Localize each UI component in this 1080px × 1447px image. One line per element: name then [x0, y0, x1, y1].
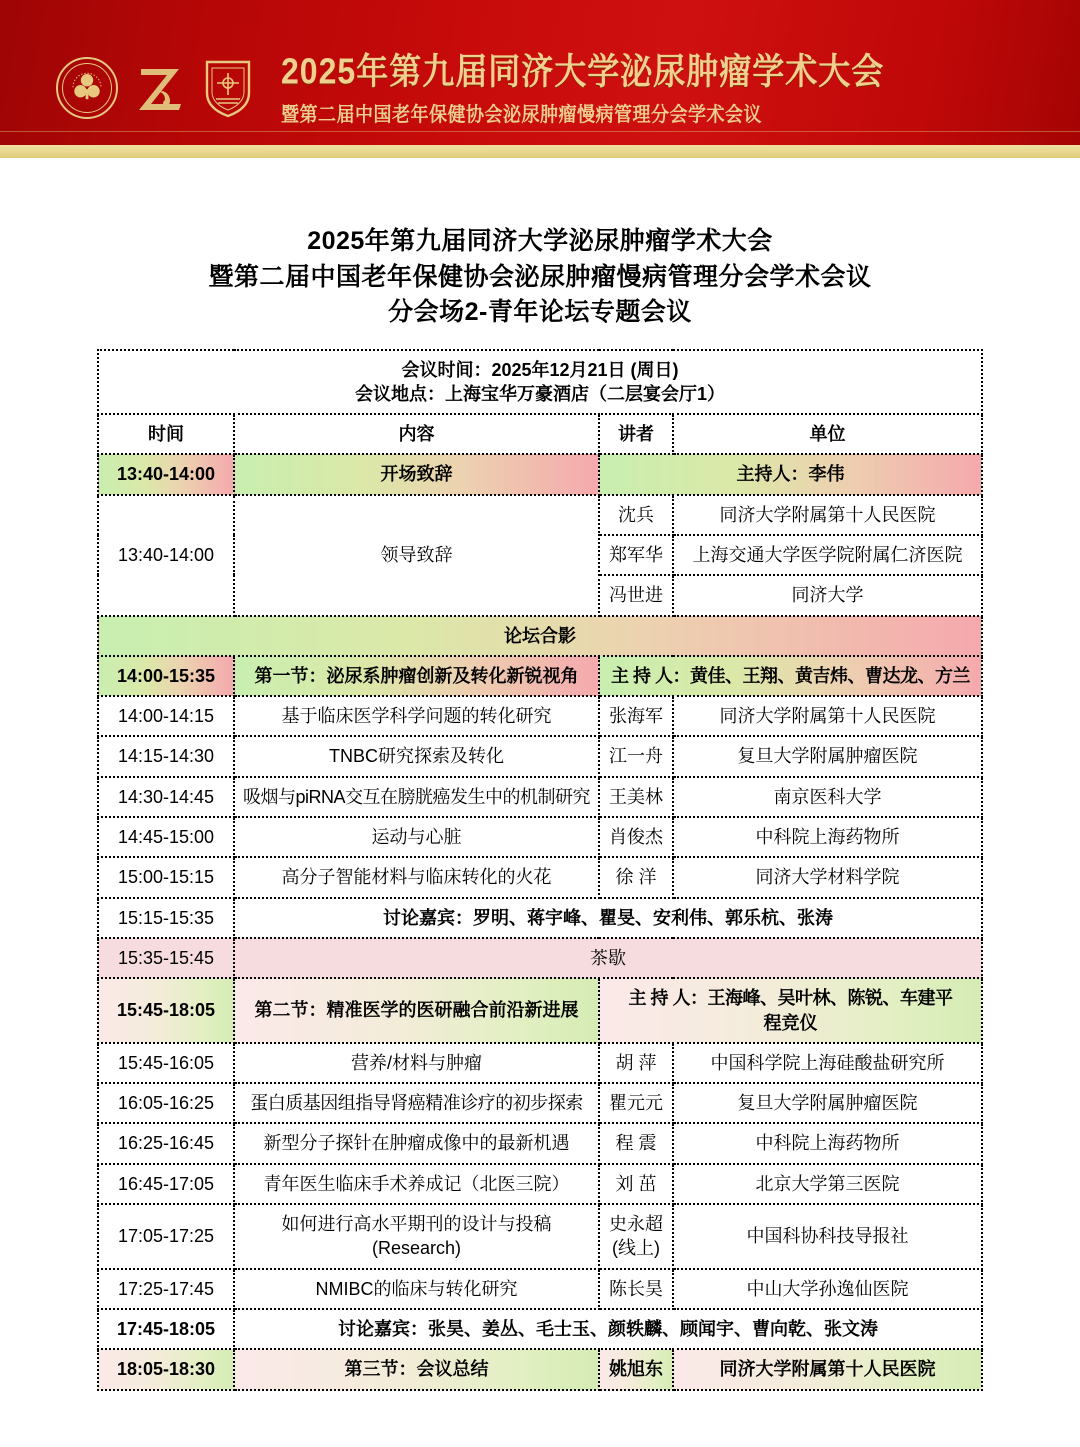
- agenda-table: [97, 349, 983, 1391]
- cell-time: 17:45-18:05: [98, 1309, 234, 1349]
- cell-org: 中科院上海药物所: [673, 1123, 982, 1163]
- cell-topic: 高分子智能材料与临床转化的火花: [234, 857, 599, 897]
- meeting-place: 会议地点：上海宝华万豪酒店（二层宴会厅1）: [354, 383, 725, 404]
- banner-text-block: [281, 52, 884, 125]
- cell-speaker: 郑军华: [599, 535, 673, 575]
- table-row-session-header: [98, 978, 982, 1043]
- circular-seal-logo: [56, 57, 118, 119]
- table-row-session-header: [98, 1349, 982, 1389]
- cell-time: 16:45-17:05: [98, 1164, 234, 1204]
- cell-speaker: 肖俊杰: [599, 817, 673, 857]
- banner-content: [56, 52, 884, 125]
- cell-org: 同济大学: [673, 575, 982, 615]
- cell-org: 中山大学孙逸仙医院: [673, 1269, 982, 1309]
- cell-time: 17:05-17:25: [98, 1204, 234, 1269]
- banner-divider: [0, 131, 1080, 132]
- cell-time: 16:05-16:25: [98, 1083, 234, 1123]
- cell-speaker: 沈兵: [599, 495, 673, 535]
- cell-org: 复旦大学附属肿瘤医院: [673, 736, 982, 776]
- cell-session-host: [599, 978, 982, 1043]
- table-row: [98, 857, 982, 897]
- table-row-discussion: [98, 898, 982, 938]
- cell-speaker-line1: 史永超: [608, 1214, 663, 1235]
- cell-speaker: 陈长昊: [599, 1269, 673, 1309]
- cell-speaker: 冯世进: [599, 575, 673, 615]
- cell-topic: 运动与心脏: [234, 817, 599, 857]
- table-row: [98, 777, 982, 817]
- cell-topic: 新型分子探针在肿瘤成像中的最新机遇: [234, 1123, 599, 1163]
- cell-time: 16:25-16:45: [98, 1123, 234, 1163]
- document-sheet: [0, 224, 1080, 1391]
- table-row-photo: [98, 616, 982, 656]
- cell-time: 15:45-16:05: [98, 1043, 234, 1083]
- cell-time: 14:30-14:45: [98, 777, 234, 817]
- cell-speaker: 王美林: [599, 777, 673, 817]
- table-row: [98, 1269, 982, 1309]
- cell-session-title: 第三节：会议总结: [234, 1349, 599, 1389]
- cell-org: 中国科学院上海硅酸盐研究所: [673, 1043, 982, 1083]
- meeting-meta-cell: [98, 350, 982, 415]
- table-row: [98, 454, 982, 494]
- cell-group-photo: 论坛合影: [98, 616, 982, 656]
- table-row: [98, 696, 982, 736]
- conference-banner: [0, 0, 1080, 145]
- seal-clover-glyph: [67, 67, 107, 107]
- cell-time: 18:05-18:30: [98, 1349, 234, 1389]
- table-header-row: [98, 414, 982, 454]
- cell-time: 14:45-15:00: [98, 817, 234, 857]
- cell-speaker: 胡 萍: [599, 1043, 673, 1083]
- cell-org: 同济大学附属第十人民医院: [673, 1349, 982, 1389]
- table-row-meta: [98, 350, 982, 415]
- banner-subtitle: 暨第二届中国老年保健协会泌尿肿瘤慢病管理分会学术会议: [281, 102, 762, 125]
- table-row: [98, 1123, 982, 1163]
- cell-topic: 营养/材料与肿瘤: [234, 1043, 599, 1083]
- cell-time: 15:15-15:35: [98, 898, 234, 938]
- cell-speaker-line2: (线上): [611, 1238, 660, 1259]
- cell-speaker: [599, 1204, 673, 1269]
- cell-speaker: 张海军: [599, 696, 673, 736]
- table-row: [98, 817, 982, 857]
- cell-speaker: 徐 洋: [599, 857, 673, 897]
- gold-band-divider: [0, 145, 1080, 158]
- cell-speaker: 瞿元元: [599, 1083, 673, 1123]
- cell-time: 13:40-14:00: [98, 454, 234, 494]
- shield-crest-glyph: [202, 57, 254, 119]
- cell-time: 15:35-15:45: [98, 938, 234, 978]
- page-title-line1: 2025年第九届同济大学泌尿肿瘤学术大会: [307, 227, 773, 255]
- cell-org: 同济大学材料学院: [673, 857, 982, 897]
- cell-org: 中科院上海药物所: [673, 817, 982, 857]
- table-row: [98, 736, 982, 776]
- cell-time: 14:15-14:30: [98, 736, 234, 776]
- shield-crest-logo: [202, 57, 254, 119]
- cell-topic: 开场致辞: [234, 454, 599, 494]
- table-row: [98, 1164, 982, 1204]
- column-header-topic: 内容: [234, 414, 599, 454]
- cell-time: 15:45-18:05: [98, 978, 234, 1043]
- cell-topic-line2: (Research): [371, 1238, 461, 1259]
- cell-org: 复旦大学附属肿瘤医院: [673, 1083, 982, 1123]
- cell-org: 南京医科大学: [673, 777, 982, 817]
- cell-time: 14:00-15:35: [98, 656, 234, 696]
- cell-topic: NMIBC的临床与转化研究: [234, 1269, 599, 1309]
- table-row: [98, 1083, 982, 1123]
- z-monogram-glyph: [129, 57, 191, 119]
- cell-speaker: 姚旭东: [599, 1349, 673, 1389]
- page-title-line3: 分会场2-青年论坛专题会议: [388, 298, 692, 326]
- table-row: [98, 495, 982, 535]
- column-header-time: 时间: [98, 414, 234, 454]
- cell-time: 13:40-14:00: [98, 495, 234, 616]
- cell-topic: 基于临床医学科学问题的转化研究: [234, 696, 599, 736]
- column-header-org: 单位: [673, 414, 982, 454]
- cell-speaker: 程 震: [599, 1123, 673, 1163]
- cell-speaker: 江一舟: [599, 736, 673, 776]
- cell-session-title: 第二节：精准医学的医研融合前沿新进展: [234, 978, 599, 1043]
- column-header-speaker: 讲者: [599, 414, 673, 454]
- cell-org: 中国科协科技导报社: [673, 1204, 982, 1269]
- cell-session-title: 第一节：泌尿系肿瘤创新及转化新锐视角: [234, 656, 599, 696]
- cell-org: 同济大学附属第十人民医院: [673, 696, 982, 736]
- table-row: [98, 1043, 982, 1083]
- page-title-line2: 暨第二届中国老年保健协会泌尿肿瘤慢病管理分会学术会议: [208, 262, 872, 291]
- table-row-session-header: [98, 656, 982, 696]
- cell-discussion-panel: 讨论嘉宾：张昊、姜丛、毛士玉、颜轶麟、顾闻宇、曹向乾、张文涛: [234, 1309, 982, 1349]
- cell-session-host: 主 持 人：黄佳、王翔、黄吉炜、曹达龙、方兰: [599, 656, 982, 696]
- cell-time: 14:00-14:15: [98, 696, 234, 736]
- cell-topic: 蛋白质基因组指导肾癌精准诊疗的初步探索: [234, 1083, 599, 1123]
- cell-host: 主持人：李伟: [599, 454, 982, 494]
- session-host-line2: 程竞仪: [763, 1012, 818, 1033]
- cell-time: 17:25-17:45: [98, 1269, 234, 1309]
- table-row-discussion: [98, 1309, 982, 1349]
- cell-org: 上海交通大学医学院附属仁济医院: [673, 535, 982, 575]
- table-row-break: [98, 938, 982, 978]
- cell-topic-line1: 如何进行高水平期刊的设计与投稿: [281, 1214, 552, 1235]
- cell-discussion-panel: 讨论嘉宾：罗明、蒋宇峰、瞿旻、安利伟、郭乐杭、张涛: [234, 898, 982, 938]
- session-host-line1: 主 持 人：王海峰、吴叶林、陈锐、车建平: [628, 988, 953, 1009]
- cell-speaker: 刘 茁: [599, 1164, 673, 1204]
- cell-org: 同济大学附属第十人民医院: [673, 495, 982, 535]
- cell-topic: 吸烟与piRNA交互在膀胱癌发生中的机制研究: [234, 777, 599, 817]
- meeting-time: 会议时间：2025年12月21日 (周日): [401, 359, 679, 380]
- cell-topic: [234, 1204, 599, 1269]
- table-row: [98, 1204, 982, 1269]
- cell-topic: TNBC研究探索及转化: [234, 736, 599, 776]
- z-monogram-logo: [129, 57, 191, 119]
- cell-break-label: 茶歇: [234, 938, 982, 978]
- banner-title: 2025年第九届同济大学泌尿肿瘤学术大会: [281, 50, 885, 92]
- cell-topic: 领导致辞: [234, 495, 599, 616]
- page-title: [0, 224, 1080, 331]
- cell-topic: 青年医生临床手术养成记（北医三院）: [234, 1164, 599, 1204]
- cell-time: 15:00-15:15: [98, 857, 234, 897]
- cell-org: 北京大学第三医院: [673, 1164, 982, 1204]
